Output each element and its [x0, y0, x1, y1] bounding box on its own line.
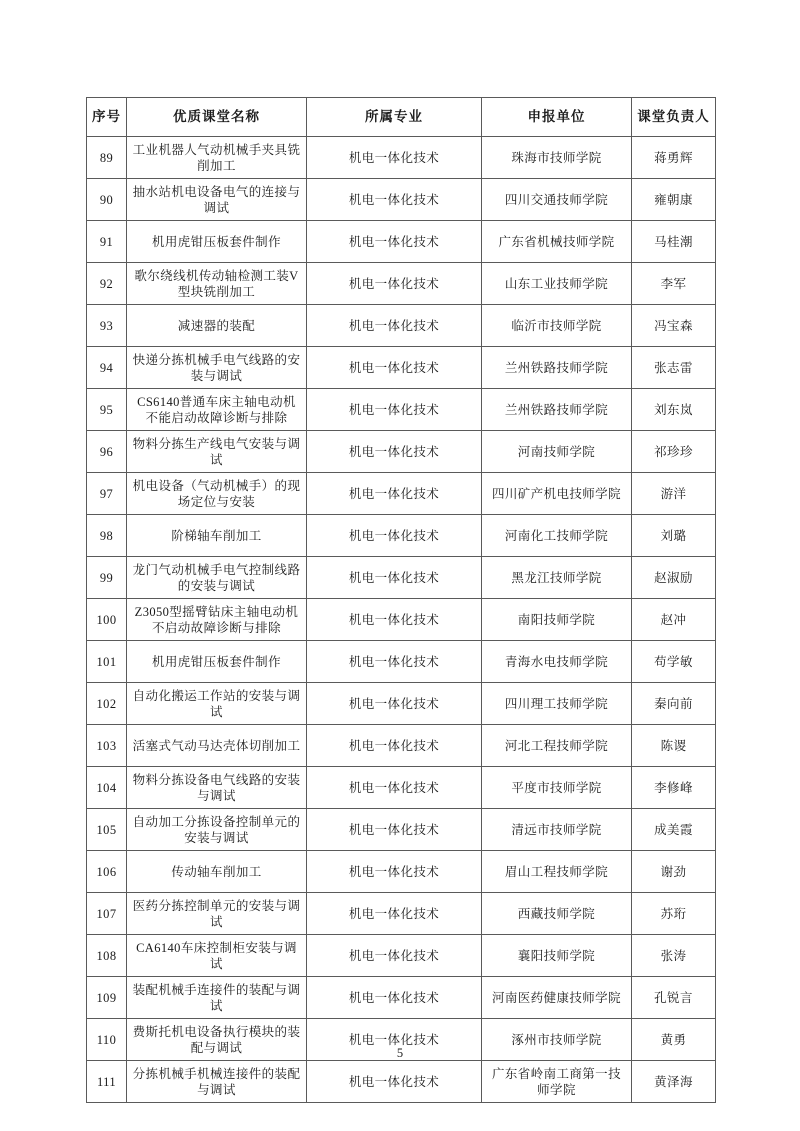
cell-unit: 河南技师学院: [482, 431, 632, 473]
cell-seq: 95: [87, 389, 127, 431]
cell-unit: 四川理工技师学院: [482, 683, 632, 725]
cell-classroom-name: 龙门气动机械手电气控制线路的安装与调试: [127, 557, 307, 599]
cell-seq: 94: [87, 347, 127, 389]
cell-unit: 西藏技师学院: [482, 893, 632, 935]
table-row: [87, 767, 716, 809]
cell-classroom-name: 机电设备（气动机械手）的现场定位与安装: [127, 473, 307, 515]
table-row: [87, 179, 716, 221]
cell-major: 机电一体化技术: [307, 305, 482, 347]
cell-person: 游洋: [632, 473, 716, 515]
table-row: [87, 263, 716, 305]
cell-seq: 90: [87, 179, 127, 221]
cell-seq: 102: [87, 683, 127, 725]
cell-person: 苟学敏: [632, 641, 716, 683]
cell-classroom-name: CA6140车床控制柜安装与调试: [127, 935, 307, 977]
cell-person: 张涛: [632, 935, 716, 977]
cell-major: 机电一体化技术: [307, 683, 482, 725]
cell-major: 机电一体化技术: [307, 221, 482, 263]
cell-seq: 97: [87, 473, 127, 515]
cell-major: 机电一体化技术: [307, 347, 482, 389]
table-row: [87, 557, 716, 599]
quality-classroom-table-container: [86, 97, 715, 1103]
cell-unit: 四川矿产机电技师学院: [482, 473, 632, 515]
cell-classroom-name: 物料分拣生产线电气安装与调试: [127, 431, 307, 473]
cell-unit: 广东省机械技师学院: [482, 221, 632, 263]
column-header-unit: 申报单位: [482, 98, 632, 137]
table-row: [87, 515, 716, 557]
cell-major: 机电一体化技术: [307, 179, 482, 221]
cell-classroom-name: CS6140普通车床主轴电动机不能启动故障诊断与排除: [127, 389, 307, 431]
column-header-person: 课堂负责人: [632, 98, 716, 137]
cell-seq: 103: [87, 725, 127, 767]
table-row: [87, 809, 716, 851]
cell-classroom-name: 活塞式气动马达壳体切削加工: [127, 725, 307, 767]
cell-major: 机电一体化技术: [307, 263, 482, 305]
cell-seq: 101: [87, 641, 127, 683]
cell-person: 黄勇: [632, 1019, 716, 1061]
cell-classroom-name: 自动化搬运工作站的安装与调试: [127, 683, 307, 725]
cell-major: 机电一体化技术: [307, 599, 482, 641]
cell-person: 马桂潮: [632, 221, 716, 263]
cell-seq: 107: [87, 893, 127, 935]
cell-major: 机电一体化技术: [307, 1061, 482, 1103]
cell-major: 机电一体化技术: [307, 137, 482, 179]
column-header-seq: 序号: [87, 98, 127, 137]
table-header-row: [87, 98, 716, 137]
cell-classroom-name: 快递分拣机械手电气线路的安装与调试: [127, 347, 307, 389]
cell-seq: 111: [87, 1061, 127, 1103]
cell-seq: 100: [87, 599, 127, 641]
cell-unit: 襄阳技师学院: [482, 935, 632, 977]
cell-person: 陈谡: [632, 725, 716, 767]
cell-seq: 110: [87, 1019, 127, 1061]
cell-major: 机电一体化技术: [307, 893, 482, 935]
cell-major: 机电一体化技术: [307, 977, 482, 1019]
cell-classroom-name: 装配机械手连接件的装配与调试: [127, 977, 307, 1019]
cell-person: 成美霞: [632, 809, 716, 851]
cell-major: 机电一体化技术: [307, 641, 482, 683]
cell-major: 机电一体化技术: [307, 935, 482, 977]
table-row: [87, 599, 716, 641]
cell-unit: 眉山工程技师学院: [482, 851, 632, 893]
cell-unit: 南阳技师学院: [482, 599, 632, 641]
table-row: [87, 935, 716, 977]
cell-major: 机电一体化技术: [307, 431, 482, 473]
cell-seq: 106: [87, 851, 127, 893]
cell-classroom-name: 分拣机械手机械连接件的装配与调试: [127, 1061, 307, 1103]
cell-major: 机电一体化技术: [307, 851, 482, 893]
cell-person: 苏珩: [632, 893, 716, 935]
cell-unit: 平度市技师学院: [482, 767, 632, 809]
cell-unit: 四川交通技师学院: [482, 179, 632, 221]
cell-seq: 89: [87, 137, 127, 179]
cell-classroom-name: 抽水站机电设备电气的连接与调试: [127, 179, 307, 221]
table-row: [87, 473, 716, 515]
cell-unit: 涿州市技师学院: [482, 1019, 632, 1061]
table-row: [87, 1061, 716, 1103]
cell-major: 机电一体化技术: [307, 473, 482, 515]
table-row: [87, 221, 716, 263]
cell-seq: 109: [87, 977, 127, 1019]
table-row: [87, 641, 716, 683]
cell-classroom-name: 阶梯轴车削加工: [127, 515, 307, 557]
cell-person: 赵冲: [632, 599, 716, 641]
cell-seq: 98: [87, 515, 127, 557]
cell-classroom-name: 工业机器人气动机械手夹具铣削加工: [127, 137, 307, 179]
cell-major: 机电一体化技术: [307, 725, 482, 767]
cell-classroom-name: Z3050型摇臂钻床主轴电动机不启动故障诊断与排除: [127, 599, 307, 641]
table-row: [87, 347, 716, 389]
cell-major: 机电一体化技术: [307, 1019, 482, 1061]
cell-classroom-name: 机用虎钳压板套件制作: [127, 221, 307, 263]
cell-unit: 青海水电技师学院: [482, 641, 632, 683]
cell-seq: 93: [87, 305, 127, 347]
cell-unit: 临沂市技师学院: [482, 305, 632, 347]
table-body: [87, 137, 716, 1103]
cell-major: 机电一体化技术: [307, 557, 482, 599]
cell-classroom-name: 歌尔绕线机传动轴检测工装V型块铣削加工: [127, 263, 307, 305]
cell-unit: 兰州铁路技师学院: [482, 347, 632, 389]
cell-classroom-name: 传动轴车削加工: [127, 851, 307, 893]
cell-major: 机电一体化技术: [307, 767, 482, 809]
cell-unit: 山东工业技师学院: [482, 263, 632, 305]
cell-unit: 兰州铁路技师学院: [482, 389, 632, 431]
cell-classroom-name: 自动加工分拣设备控制单元的安装与调试: [127, 809, 307, 851]
cell-person: 赵淑励: [632, 557, 716, 599]
cell-unit: 河南医药健康技师学院: [482, 977, 632, 1019]
cell-major: 机电一体化技术: [307, 515, 482, 557]
cell-seq: 108: [87, 935, 127, 977]
cell-seq: 105: [87, 809, 127, 851]
table-header: [87, 98, 716, 137]
cell-seq: 96: [87, 431, 127, 473]
cell-classroom-name: 费斯托机电设备执行模块的装配与调试: [127, 1019, 307, 1061]
cell-person: 张志雷: [632, 347, 716, 389]
cell-seq: 92: [87, 263, 127, 305]
cell-person: 李军: [632, 263, 716, 305]
cell-seq: 104: [87, 767, 127, 809]
cell-person: 黄泽海: [632, 1061, 716, 1103]
page-number: 5: [396, 1046, 404, 1060]
cell-person: 祁珍珍: [632, 431, 716, 473]
table-row: [87, 977, 716, 1019]
cell-person: 孔锐言: [632, 977, 716, 1019]
cell-seq: 91: [87, 221, 127, 263]
cell-unit: 清远市技师学院: [482, 809, 632, 851]
cell-person: 刘璐: [632, 515, 716, 557]
cell-unit: 珠海市技师学院: [482, 137, 632, 179]
cell-person: 谢劲: [632, 851, 716, 893]
cell-unit: 黑龙江技师学院: [482, 557, 632, 599]
cell-classroom-name: 物料分拣设备电气线路的安装与调试: [127, 767, 307, 809]
quality-classroom-table: [86, 97, 716, 1103]
cell-classroom-name: 医药分拣控制单元的安装与调试: [127, 893, 307, 935]
table-row: [87, 305, 716, 347]
cell-person: 秦向前: [632, 683, 716, 725]
table-row: [87, 683, 716, 725]
cell-classroom-name: 减速器的装配: [127, 305, 307, 347]
cell-person: 李修峰: [632, 767, 716, 809]
table-row: [87, 389, 716, 431]
cell-person: 雍朝康: [632, 179, 716, 221]
cell-person: 蒋勇辉: [632, 137, 716, 179]
cell-major: 机电一体化技术: [307, 389, 482, 431]
column-header-name: 优质课堂名称: [127, 98, 307, 137]
table-row: [87, 893, 716, 935]
cell-unit: 河南化工技师学院: [482, 515, 632, 557]
cell-person: 刘东岚: [632, 389, 716, 431]
cell-seq: 99: [87, 557, 127, 599]
cell-unit: 河北工程技师学院: [482, 725, 632, 767]
table-row: [87, 851, 716, 893]
table-row: [87, 431, 716, 473]
cell-classroom-name: 机用虎钳压板套件制作: [127, 641, 307, 683]
cell-unit: 广东省岭南工商第一技师学院: [482, 1061, 632, 1103]
table-row: [87, 137, 716, 179]
cell-major: 机电一体化技术: [307, 809, 482, 851]
column-header-major: 所属专业: [307, 98, 482, 137]
cell-person: 冯宝森: [632, 305, 716, 347]
table-row: [87, 725, 716, 767]
